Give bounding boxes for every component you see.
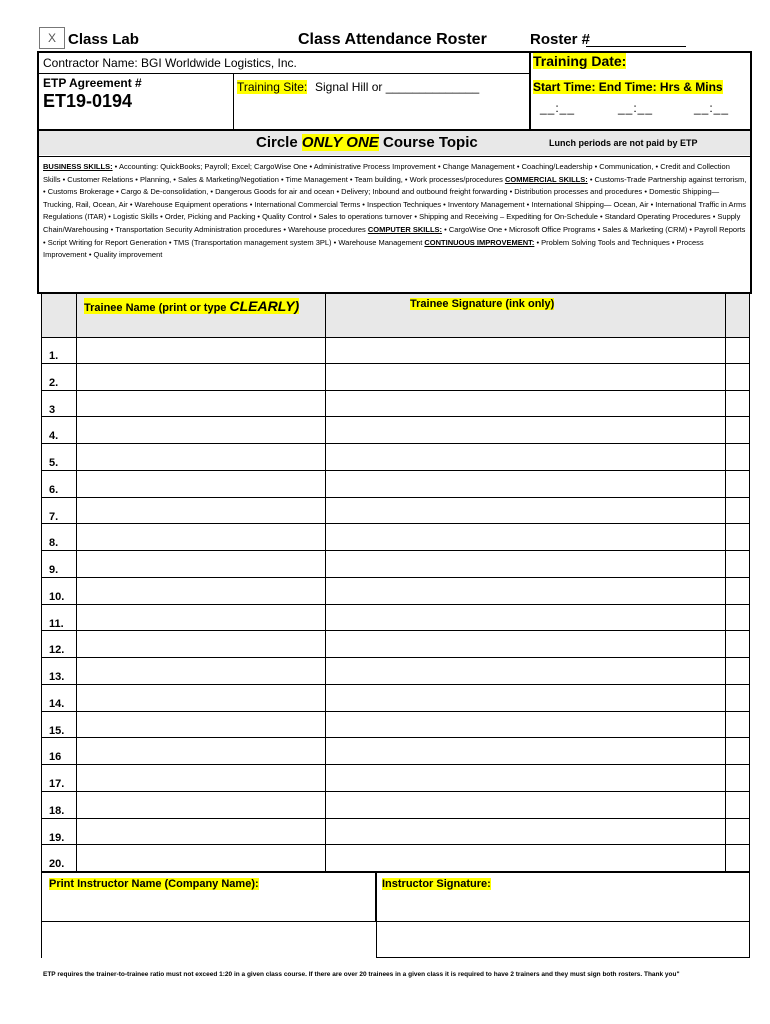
commercial-skills-text: • Customs-Trade Partnership against terrorism, • Customs Brokerage • Cargo & De-consolidation, • Dangerous Goods for air and ocean • Delivery; Inbound and outbound freight forwarding • Distribution processes and procedures • Domestic Shipping—Trucking, Rail, Ocean, Air • Warehouse Equipment operations • International Commercial Terms • Inspection Techniques • Inventory Management • International Shipping— Ocean, Air • International Traffic in Arms Regulations (ITAR) • Logistic Skills • Order, Picking and Packing • Quality Control • Sales to operations turnover • Shipping and Receiving – Expediting for On-Schedule • Standard Operating Procedures • Supply Chain/Warehousing • Transportation Security Administration procedures • Warehouse procedures (43, 174, 747, 234)
row-number: 1. (49, 350, 59, 362)
table-row[interactable] (41, 444, 750, 471)
row-number: 19. (49, 831, 65, 844)
divider (233, 73, 234, 129)
row-number: 10. (49, 590, 65, 603)
time-labels: Start Time: End Time: Hrs & Mins (533, 80, 723, 94)
training-site-value[interactable]: Signal Hill or ______________ (315, 80, 480, 94)
roster-number-label: Roster # (530, 31, 591, 48)
row-number: 16 (49, 751, 62, 764)
table-row[interactable] (41, 792, 750, 819)
divider (37, 73, 529, 74)
row-number: 4. (49, 430, 59, 443)
row-number: 7. (49, 510, 59, 523)
table-row[interactable] (41, 631, 750, 658)
footer-note: ETP requires the trainer-to-trainee ratio must not exceed 1:20 in a given class course. If there are over 20 trainees in a given class it is required to have 2 trainers and they must sign both rosters. Thank you" (43, 971, 680, 978)
row-number: 11. (49, 617, 64, 630)
topic-prefix: Circle (256, 134, 302, 151)
etp-agreement-number: ET19-0194 (43, 91, 133, 111)
row-number: 9. (49, 564, 59, 576)
table-row[interactable] (41, 337, 750, 364)
row-number: 18. (49, 804, 65, 817)
row-number: 8. (49, 537, 59, 550)
row-number: 17. (49, 778, 65, 790)
lunch-note: Lunch periods are not paid by ETP (549, 138, 698, 148)
computer-skills-text: • CargoWise One • Microsoft Office Programs • Sales & Marketing (CRM) • Payroll Reports • Script Writing for Report Generation • TMS (Transportation management system 3PL) • Warehouse Management (43, 224, 746, 247)
computer-skills-label[interactable]: COMPUTER SKILLS: (367, 224, 443, 234)
table-row[interactable] (41, 578, 750, 605)
topic-suffix: Course Topic (378, 134, 478, 151)
business-skills-label[interactable]: BUSINESS SKILLS: (43, 162, 113, 171)
trainee-name-header-text: Trainee Name (print or type (84, 302, 230, 314)
course-topics-list (43, 161, 748, 262)
table-row[interactable] (41, 471, 750, 498)
row-number: 20. (49, 858, 65, 871)
class-lab-checkbox[interactable]: X (39, 27, 65, 49)
divider (37, 156, 752, 157)
table-row[interactable] (41, 738, 750, 765)
row-number: 5. (49, 457, 59, 469)
table-row[interactable] (41, 712, 750, 739)
training-site-label: Training Site: (237, 80, 308, 94)
business-skills-text: • Accounting: QuickBooks; Payroll; Excel; CargoWise One • Administrative Process Improvement • Change Management • Coaching/Leadership • Communication, • Credit and Collection Skills • Customer Relations • Planning, • Sales & Marketing/Negotiation • Time Management • Team building, • Work processes/procedures (43, 162, 730, 184)
roster-number-field[interactable] (586, 46, 686, 47)
continuous-improvement-text: • Problem Solving Tools and Techniques • Process Improvement • Quality improvement (43, 237, 704, 260)
row-number: 6. (49, 483, 59, 496)
start-time-field[interactable]: __:__ (540, 101, 576, 115)
training-date-label: Training Date: (533, 53, 627, 69)
page-title: Class Attendance Roster (298, 31, 487, 48)
table-row[interactable] (41, 658, 750, 685)
table-row[interactable] (41, 498, 750, 525)
continuous-improvement-label[interactable]: CONTINUOUS IMPROVEMENT: (424, 237, 535, 247)
table-row[interactable] (41, 845, 750, 872)
table-row[interactable] (41, 524, 750, 551)
row-number: 3 (49, 403, 56, 416)
trainee-name-header-emphasis: CLEARLY) (229, 298, 300, 314)
row-number: 2. (49, 376, 59, 389)
instructor-signature-label: Instructor Signature: (382, 878, 491, 890)
etp-agreement-label: ETP Agreement # (43, 76, 142, 90)
contractor-name: Contractor Name: BGI Worldwide Logistics, Inc. (43, 56, 297, 70)
table-row[interactable] (41, 551, 750, 578)
row-number: 12. (49, 644, 65, 657)
table-row[interactable] (41, 685, 750, 712)
course-topic-heading (256, 134, 478, 151)
end-time-field[interactable]: __:__ (618, 101, 654, 115)
table-row[interactable] (41, 364, 750, 391)
row-number: 14. (49, 697, 65, 710)
table-row[interactable] (41, 765, 750, 792)
instructor-name-label: Print Instructor Name (Company Name): (49, 878, 259, 890)
class-lab-label: Class Lab (68, 31, 139, 48)
table-row[interactable] (41, 391, 750, 418)
row-number: 15. (49, 724, 65, 737)
hours-field[interactable]: __:__ (694, 101, 730, 115)
divider (529, 51, 531, 129)
training-date-field[interactable] (533, 53, 626, 69)
table-row[interactable] (41, 819, 750, 846)
commercial-skills-label[interactable]: COMMERCIAL SKILLS: (504, 174, 588, 184)
trainee-name-header (84, 298, 299, 314)
table-row[interactable] (41, 605, 750, 632)
instructor-signature-cell-lower[interactable] (376, 922, 750, 958)
instructor-name-cell-lower[interactable] (41, 922, 376, 958)
trainee-signature-header: Trainee Signature (ink only) (410, 298, 555, 310)
row-number: 13. (49, 671, 65, 683)
table-row[interactable] (41, 417, 750, 444)
topic-emphasis: ONLY ONE (301, 134, 379, 151)
